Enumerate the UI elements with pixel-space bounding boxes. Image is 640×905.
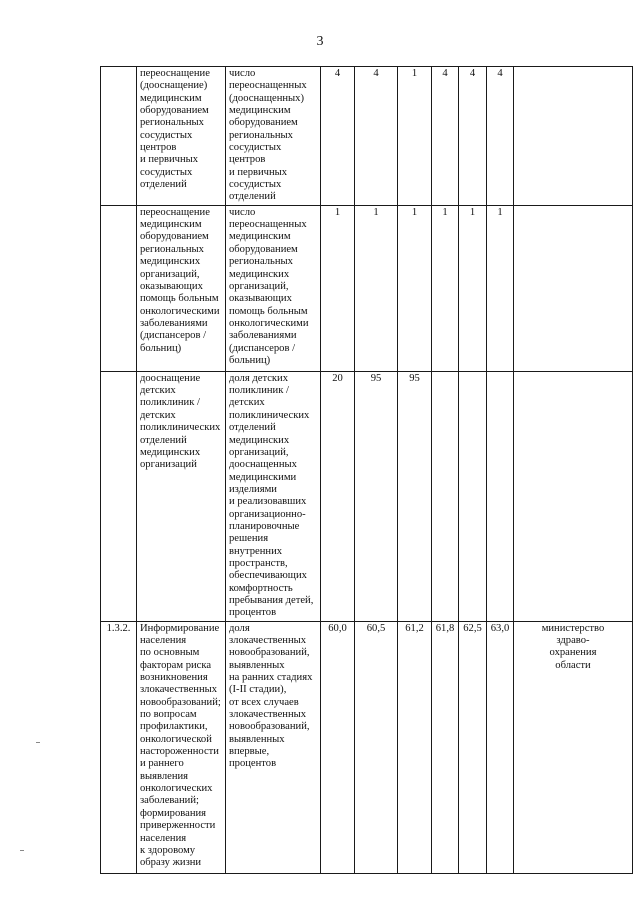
value-cell: 1: [398, 205, 432, 371]
table-row: [101, 67, 633, 206]
row-number: [101, 205, 137, 371]
value-cell: 4: [321, 67, 355, 206]
value-cell: 1: [398, 67, 432, 206]
value-cell: 1: [459, 205, 487, 371]
row-number: [101, 67, 137, 206]
value-cell: 20: [321, 371, 355, 621]
action-cell: дооснащение детских поликлиник / детских поликлинических отделений медицинских организаций: [137, 371, 226, 621]
indicator-cell: число переоснащенных (дооснащенных) медицинским оборудованием региональных сосудистых центров и первичных сосудистых отделений: [226, 67, 321, 206]
value-cell: 4: [459, 67, 487, 206]
value-cell: 95: [355, 371, 398, 621]
action-cell: переоснащение медицинским оборудованием региональных медицинских организаций, оказывающих помощь больным онкологическими заболеваниями (диспансеров / больниц): [137, 205, 226, 371]
responsible-cell: [514, 371, 633, 621]
indicator-cell: число переоснащенных медицинским оборудованием региональных медицинских организаций, оказывающих помощь больным онкологическими заболеваниями (диспансеров / больниц): [226, 205, 321, 371]
value-cell: 60,5: [355, 621, 398, 873]
value-cell: 95: [398, 371, 432, 621]
row-number: 1.3.2.: [101, 621, 137, 873]
table-row: [101, 205, 633, 371]
value-cell: 1: [355, 205, 398, 371]
indicators-table: [100, 66, 633, 874]
value-cell: [432, 371, 459, 621]
value-cell: 1: [432, 205, 459, 371]
value-cell: 61,8: [432, 621, 459, 873]
value-cell: 63,0: [487, 621, 514, 873]
value-cell: 1: [487, 205, 514, 371]
value-cell: 4: [355, 67, 398, 206]
value-cell: 60,0: [321, 621, 355, 873]
scan-speck: [20, 850, 24, 851]
responsible-cell: министерство здраво- охранения области: [514, 621, 633, 873]
value-cell: 61,2: [398, 621, 432, 873]
indicator-cell: доля детских поликлиник / детских поликлинических отделений медицинских организаций, дооснащенных медицинскими изделиями и реализовавших организационно- планировочные решения внутренних пространств, обеспечивающих комфортность пребывания детей, процентов: [226, 371, 321, 621]
row-number: [101, 371, 137, 621]
table-row: [101, 371, 633, 621]
value-cell: 1: [321, 205, 355, 371]
responsible-cell: [514, 205, 633, 371]
page-number: 3: [316, 34, 324, 49]
responsible-cell: [514, 67, 633, 206]
value-cell: 62,5: [459, 621, 487, 873]
value-cell: 4: [487, 67, 514, 206]
action-cell: переоснащение (дооснащение) медицинским оборудованием региональных сосудистых центров и первичных сосудистых отделений: [137, 67, 226, 206]
value-cell: [487, 371, 514, 621]
indicator-cell: доля злокачественных новообразований, выявленных на ранних стадиях (I-II стадии), от всех случаев злокачественных новообразований, выявленных впервые, процентов: [226, 621, 321, 873]
value-cell: 4: [432, 67, 459, 206]
action-cell: Информирование населения по основным факторам риска возникновения злокачественных новообразований; по вопросам профилактики, онкологической настороженности и раннего выявления онкологических заболеваний; формирования приверженности населения к здоровому образу жизни: [137, 621, 226, 873]
table-row: [101, 621, 633, 873]
value-cell: [459, 371, 487, 621]
scan-speck: [36, 742, 40, 743]
